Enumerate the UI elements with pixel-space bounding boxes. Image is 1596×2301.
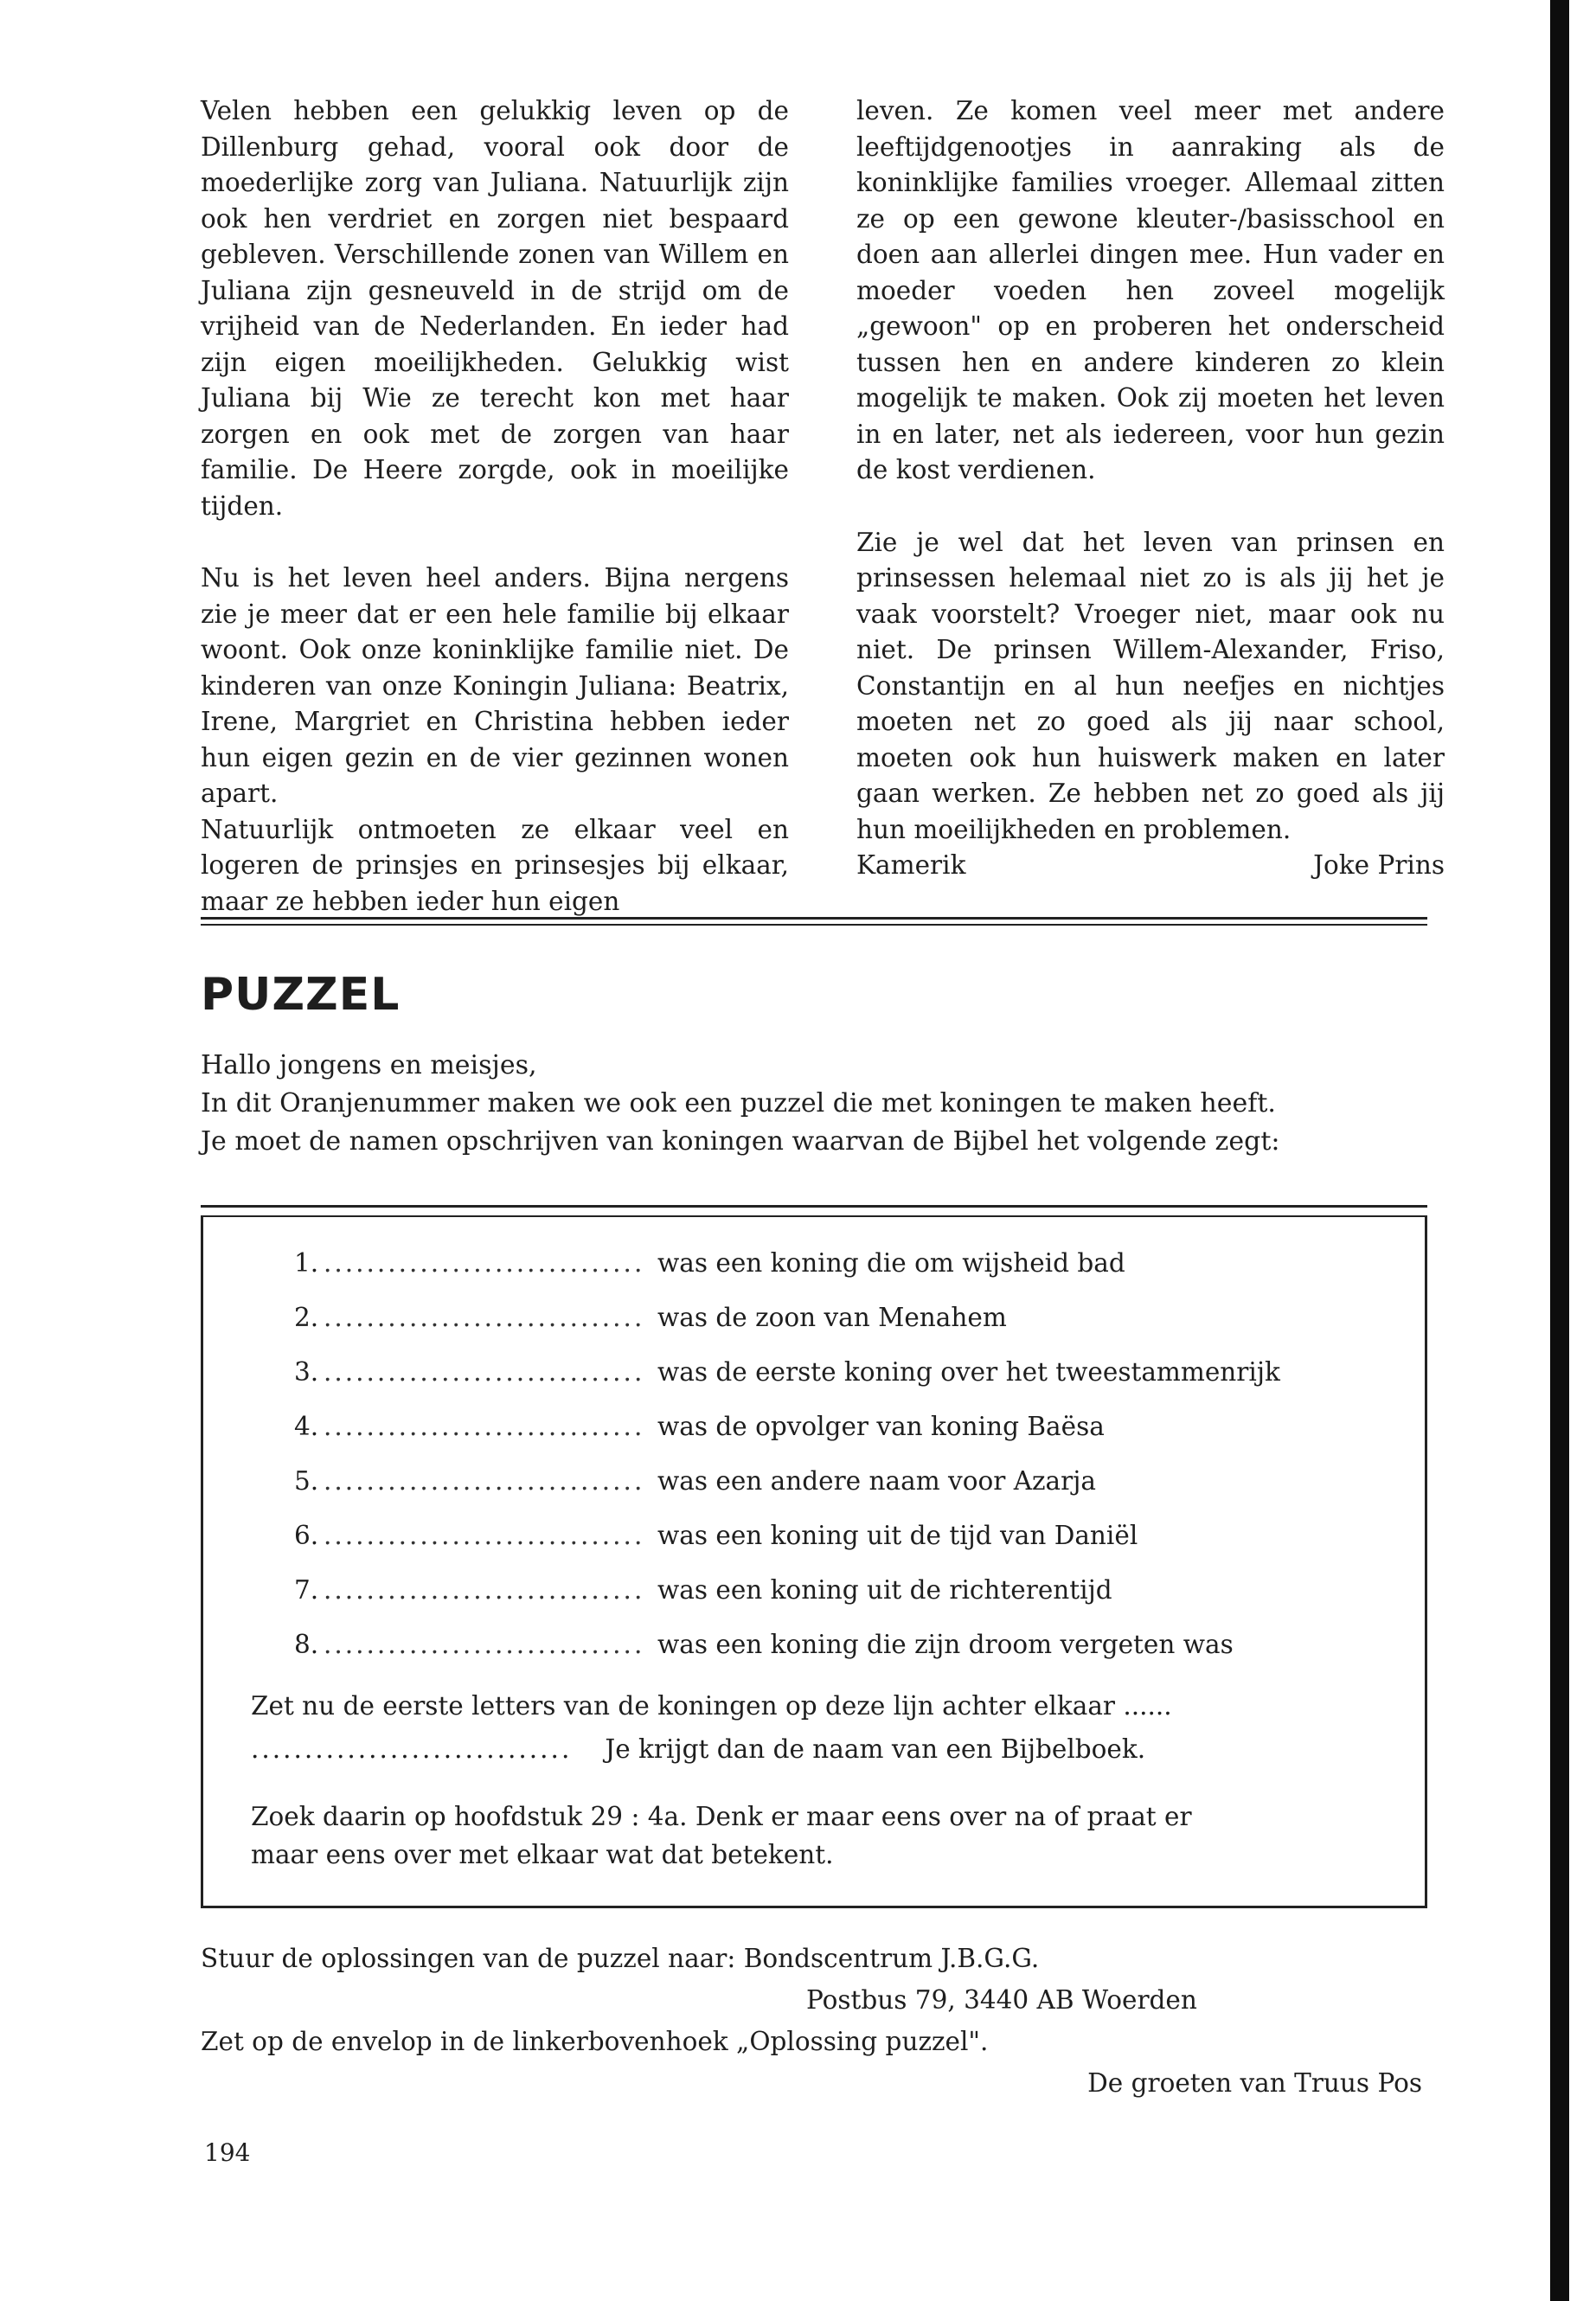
instruction-line: maar eens over met elkaar wat dat betekent. [251, 1840, 834, 1869]
puzzle-clue-8 [294, 1617, 1234, 1671]
puzzle-title: PUZZEL [201, 969, 401, 1021]
clue-number: 4. [294, 1411, 319, 1441]
clue-number: 1. [294, 1247, 319, 1278]
puzzle-instructions-2 [251, 1798, 1375, 1874]
address-line: Postbus 79, 3440 AB Woerden [806, 1985, 1197, 2015]
signature-name: Joke Prins [1313, 850, 1445, 880]
article-paragraph: Velen hebben een gelukkig leven op de Dillenburg gehad, vooral ook door de moederlijke zorg van Juliana. Natuurlijk zijn ook hen verdriet en zorgen niet bespaard gebleven. Verschillende zonen van Willem en Juliana zijn gesneuveld in de strijd om de vrijheid van de Nederlanden. En ieder had zijn eigen moeilijkheden. Gelukkig wist Juliana bij Wie ze terecht kon met haar zorgen en ook met de zorgen van haar familie. De Heere zorgde, ook in moeilijke tijden. [201, 96, 789, 521]
clue-number: 5. [294, 1465, 319, 1496]
clue-number: 2. [294, 1302, 319, 1332]
puzzle-clue-5 [294, 1453, 1096, 1508]
puzzle-clue-6 [294, 1508, 1138, 1562]
answer-blank: .............................. [324, 1520, 645, 1550]
solution-blank: .............................. [251, 1734, 573, 1764]
signature-place: Kamerik [856, 850, 966, 880]
puzzle-intro [201, 1047, 1464, 1161]
article-signature [856, 848, 1445, 884]
clue-number: 3. [294, 1356, 319, 1387]
closing-greeting: De groeten van Truus Pos [1087, 2068, 1422, 2098]
instruction-line [251, 1730, 1375, 1768]
clue-text: was de eerste koning over het tweestammenrijk [657, 1356, 1280, 1387]
article-paragraph: Nu is het leven heel anders. Bijna nergens zie je meer dat er een hele familie bij elkaar woont. Ook onze koninklijke familie niet. De kinderen van onze Koningin Juliana: Beatrix, Irene, Margriet en Christina hebben ieder hun eigen gezin en de vier gezinnen wonen apart. [201, 563, 789, 808]
puzzle-clue-1 [294, 1235, 1125, 1290]
puzzle-intro-line: In dit Oranjenummer maken we ook een puzzel die met koningen te maken heeft. [201, 1088, 1276, 1118]
puzzle-intro-line: Je moet de namen opschrijven van koningen waarvan de Bijbel het volgende zegt: [201, 1126, 1280, 1157]
article-right-column [856, 93, 1445, 884]
page-number: 194 [204, 2138, 251, 2167]
instruction-line: Zoek daarin op hoofdstuk 29 : 4a. Denk er maar eens over na of praat er [251, 1802, 1192, 1831]
puzzle-greeting: Hallo jongens en meisjes, [201, 1050, 537, 1080]
send-to-line: Stuur de oplossingen van de puzzel naar: Bondscentrum J.B.G.G. [201, 1944, 1040, 1973]
section-divider-thin [201, 924, 1427, 926]
instruction-text: Je krijgt dan de naam van een Bijbelboek. [605, 1734, 1146, 1764]
envelope-line: Zet op de envelop in de linkerbovenhoek „Oplossing puzzel". [201, 2027, 989, 2056]
clue-text: was een koning uit de richterentijd [657, 1574, 1112, 1605]
submission-info [201, 1938, 1429, 2104]
answer-blank: .............................. [324, 1465, 645, 1496]
clue-text: was een koning uit de tijd van Daniël [657, 1520, 1138, 1550]
clue-text: was een koning die zijn droom vergeten was [657, 1629, 1234, 1659]
puzzle-clue-2 [294, 1290, 1007, 1344]
clue-text: was de opvolger van koning Baësa [657, 1411, 1105, 1441]
answer-blank: .............................. [324, 1356, 645, 1387]
article-left-column [201, 93, 789, 920]
clue-number: 8. [294, 1629, 319, 1659]
puzzle-clue-4 [294, 1399, 1105, 1453]
answer-blank: .............................. [324, 1302, 645, 1332]
puzzle-clue-3 [294, 1344, 1280, 1399]
clue-text: was een koning die om wijsheid bad [657, 1247, 1125, 1278]
puzzle-clue-7 [294, 1562, 1112, 1617]
article-paragraph: leven. Ze komen veel meer met andere leeftijdgenootjes in aanraking als de koninklijke families vroeger. Allemaal zitten ze op een gewone kleuter-/basisschool en doen aan allerlei dingen mee. Hun vader en moeder voeden hen zoveel mogelijk „gewoon" op en proberen het onderscheid tussen hen en andere kinderen zo klein mogelijk te maken. Ook zij moeten het leven in en later, net als iedereen, voor hun gezin de kost verdienen. [856, 96, 1445, 484]
clue-text: was de zoon van Menahem [657, 1302, 1007, 1332]
puzzle-instructions [251, 1687, 1375, 1768]
scan-edge-bar [1550, 0, 1569, 2301]
answer-blank: .............................. [324, 1411, 645, 1441]
instruction-line: Zet nu de eerste letters van de koningen op deze lijn achter elkaar ...... [251, 1691, 1172, 1721]
answer-blank: .............................. [324, 1574, 645, 1605]
answer-blank: .............................. [324, 1629, 645, 1659]
section-divider [201, 917, 1427, 920]
puzzle-box-top-rule [201, 1205, 1427, 1208]
article-paragraph: Zie je wel dat het leven van prinsen en prinsessen helemaal niet zo is als jij het je vaak voorstelt? Vroeger niet, maar ook nu niet. De prinsen Willem-Alexander, Friso, Constantijn en al hun neefjes en nichtjes moeten net zo goed als jij naar school, moeten ook hun huiswerk maken en later gaan werken. Ze hebben net zo goed als jij hun moeilijkheden en problemen. [856, 527, 1445, 844]
answer-blank: .............................. [324, 1247, 645, 1278]
clue-number: 6. [294, 1520, 319, 1550]
clue-text: was een andere naam voor Azarja [657, 1465, 1096, 1496]
clue-number: 7. [294, 1574, 319, 1605]
article-paragraph: Natuurlijk ontmoeten ze elkaar veel en logeren de prinsjes en prinsesjes bij elkaar, maar ze hebben ieder hun eigen [201, 814, 789, 916]
